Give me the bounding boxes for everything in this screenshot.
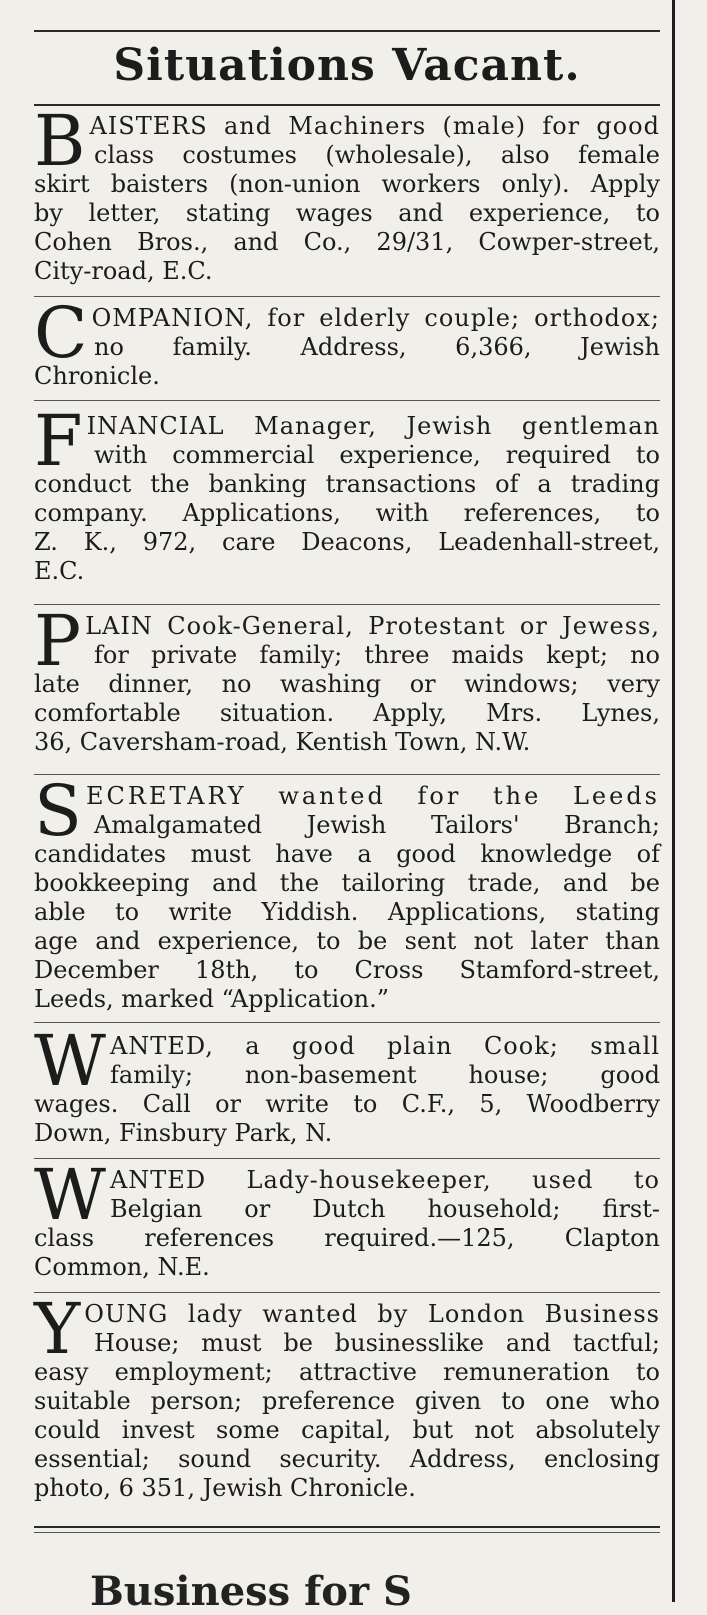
drop-cap: S bbox=[34, 770, 82, 852]
ad-line: OMPANION, for elderly couple; orthodox; bbox=[91, 304, 660, 332]
ad-cook-general bbox=[34, 600, 660, 757]
ad-divider bbox=[34, 1292, 660, 1293]
ad-line: comfortable situation. Apply, Mrs. Lynes, bbox=[34, 699, 660, 727]
ad-line: skirt baisters (non-union workers only). Apply bbox=[34, 170, 660, 198]
drop-cap: Y bbox=[34, 1288, 81, 1370]
ad-line: Chronicle. bbox=[34, 362, 160, 390]
ad-line: photo, 6 351, Jewish Chronicle. bbox=[34, 1474, 416, 1502]
ad-line: class references required.—125, Clapton bbox=[34, 1224, 660, 1252]
ad-line: E.C. bbox=[34, 557, 85, 585]
ad-divider bbox=[34, 1022, 660, 1023]
ad-line: late dinner, no washing or windows; very bbox=[34, 670, 660, 698]
ad-line: Leeds, marked “Application.” bbox=[34, 985, 390, 1013]
ad-line: age and experience, to be sent not later than bbox=[34, 927, 660, 955]
ad-line: Cohen Bros., and Co., 29/31, Cowper-street, bbox=[34, 228, 660, 256]
ad-line: easy employment; attractive remuneration to bbox=[34, 1358, 660, 1386]
column-divider bbox=[672, 0, 675, 1602]
section-heading: Situations Vacant. bbox=[113, 40, 581, 91]
ad-line: December 18th, to Cross Stamford-street, bbox=[34, 956, 660, 984]
ad-line: Amalgamated Jewish Tailors' Branch; bbox=[94, 811, 660, 839]
ad-line: Common, N.E. bbox=[34, 1253, 210, 1281]
ad-young-lady bbox=[34, 1288, 660, 1503]
ad-line: bookkeeping and the tailoring trade, and be bbox=[34, 869, 660, 897]
top-rule bbox=[34, 30, 660, 32]
ad-line: City-road, E.C. bbox=[34, 257, 213, 285]
heading-rule bbox=[34, 104, 660, 106]
ad-line: with commercial experience, required to bbox=[94, 441, 660, 469]
ad-divider bbox=[34, 774, 660, 775]
ad-line: Down, Finsbury Park, N. bbox=[34, 1119, 333, 1147]
ad-line: essential; sound security. Address, enclosing bbox=[34, 1445, 660, 1473]
ad-line: Z. K., 972, care Deacons, Leadenhall-street, bbox=[34, 528, 660, 556]
ad-line: wages. Call or write to C.F., 5, Woodberry bbox=[34, 1090, 660, 1118]
next-section-heading: Business for S bbox=[90, 1568, 412, 1615]
bottom-rule bbox=[34, 1526, 660, 1528]
ad-line: suitable person; preference given to one who bbox=[34, 1387, 660, 1415]
ad-line: ANTED Lady-housekeeper, used to bbox=[109, 1166, 660, 1194]
ad-line: class costumes (wholesale), also female bbox=[94, 141, 660, 169]
ad-line: by letter, stating wages and experience, to bbox=[34, 199, 660, 227]
ad-line: LAIN Cook-General, Protestant or Jewess, bbox=[85, 612, 660, 640]
ad-line: for private family; three maids kept; no bbox=[94, 641, 660, 669]
ad-line: Belgian or Dutch household; first- bbox=[109, 1195, 660, 1223]
ad-divider bbox=[34, 1158, 660, 1159]
drop-cap: W bbox=[34, 1154, 106, 1236]
ad-line: INANCIAL Manager, Jewish gentleman bbox=[86, 412, 660, 440]
ad-baisters bbox=[34, 100, 660, 286]
ad-divider bbox=[34, 400, 660, 401]
ad-divider bbox=[34, 604, 660, 605]
ad-line: could invest some capital, but not absolutely bbox=[34, 1416, 660, 1444]
ad-line: House; must be businesslike and tactful; bbox=[94, 1329, 660, 1357]
ad-financial-manager bbox=[34, 400, 660, 586]
drop-cap: B bbox=[34, 100, 86, 182]
drop-cap: F bbox=[34, 400, 83, 482]
ad-companion bbox=[34, 292, 660, 391]
ad-line: 36, Caversham-road, Kentish Town, N.W. bbox=[34, 728, 531, 756]
ad-wanted-housekeeper bbox=[34, 1154, 660, 1282]
ad-line: able to write Yiddish. Applications, stating bbox=[34, 898, 660, 926]
ad-line: family; non-basement house; good bbox=[109, 1061, 660, 1089]
ad-divider bbox=[34, 296, 660, 297]
drop-cap: W bbox=[34, 1020, 106, 1102]
drop-cap: P bbox=[34, 600, 82, 682]
ad-line: OUNG lady wanted by London Business bbox=[84, 1300, 660, 1328]
drop-cap: C bbox=[34, 292, 88, 374]
ad-line: company. Applications, with references, to bbox=[34, 499, 660, 527]
ad-wanted-cook bbox=[34, 1020, 660, 1148]
ad-line: ANTED, a good plain Cook; small bbox=[109, 1032, 660, 1060]
ad-line: candidates must have a good knowledge of bbox=[34, 840, 660, 868]
ad-line: AISTERS and Machiners (male) for good bbox=[89, 112, 660, 140]
ad-line: conduct the banking transactions of a trading bbox=[34, 470, 660, 498]
ad-line: ECRETARY wanted for the Leeds bbox=[85, 782, 660, 810]
ad-secretary bbox=[34, 770, 660, 1014]
bottom-rule-thin bbox=[34, 1532, 660, 1533]
ad-line: no family. Address, 6,366, Jewish bbox=[94, 333, 660, 361]
